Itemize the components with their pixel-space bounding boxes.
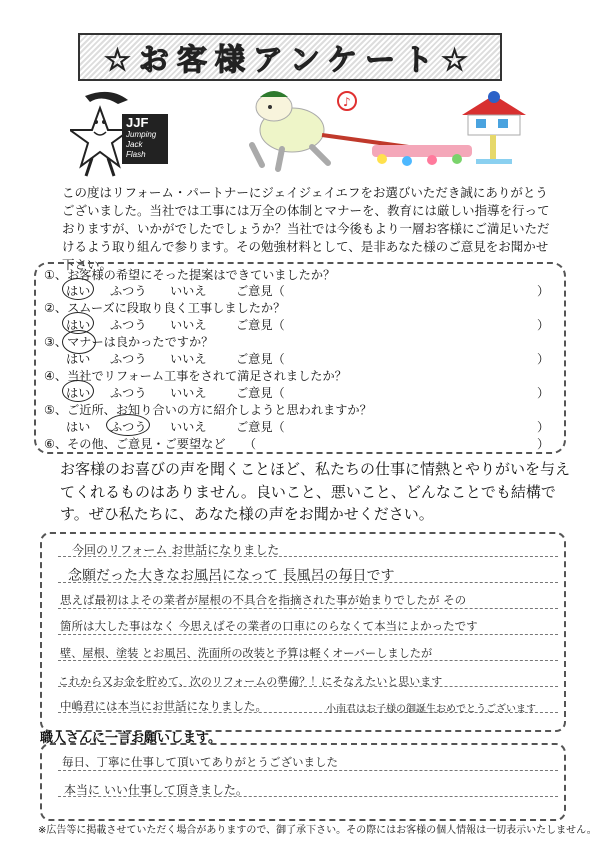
footer-note: ※広告等に掲載させていただく場合がありますので、御了承下さい。その際にはお客様の個人情報は一切表示いたしません。 (38, 825, 597, 836)
selected-circle (62, 330, 96, 354)
answer-no[interactable]: いいえ (170, 352, 207, 366)
question-5: ⑤、ご近所、お知り合いの方に紹介しようと思われますか？ (44, 403, 372, 417)
logo-text: Jack (126, 140, 143, 149)
answer-normal[interactable]: ふつう (110, 386, 147, 400)
answer-row-5 (66, 418, 285, 435)
question-6: ⑥、その他、ご意見・ご要望など （ (44, 437, 257, 451)
handwritten-line: 箇所は大した事はなく 今思えばその業者の口車にのらなくて本当によかったです (60, 619, 478, 633)
answer-no[interactable]: いいえ (170, 386, 207, 400)
paren-close: ） (537, 284, 550, 298)
answer-no[interactable]: いいえ (170, 420, 207, 434)
logo-text: Flash (126, 150, 146, 159)
paren-close: ） (537, 420, 550, 434)
answer-no[interactable]: いいえ (170, 318, 207, 332)
question-1: ①、お客様の希望にそった提案はできていましたか？ (44, 268, 336, 282)
answer-normal[interactable]: ふつう (110, 352, 147, 366)
answer-yes[interactable]: はい (66, 318, 91, 332)
answer-row-2 (66, 316, 285, 333)
rule-line (58, 634, 558, 635)
handwritten-line: 本当に いい仕事して頂きました。 (64, 783, 248, 797)
answer-row-3 (66, 350, 285, 367)
handwritten-line: 小南君はお子様の御誕生おめでとうございます (326, 704, 536, 715)
selected-circle (106, 414, 150, 436)
craftsman-heading: 職人さんに一言お願いします。 (40, 731, 221, 746)
answer-no[interactable]: いいえ (170, 284, 207, 298)
selected-circle (62, 380, 94, 402)
handwritten-line: 中嶋君には本当にお世話になりました。 (60, 699, 267, 713)
answer-opinion: ご意見（ (236, 352, 285, 366)
intro-paragraph: この度はリフォーム・パートナーにジェイジェイエフをお選びいただき誠にありがとうございました。当社では工事には万全の体制とマナーを、教育には厳しい指導を行っておりますが、いかがでしたでしょうか？当社では今後もより一層お客様にご満足いただけるよう取り組んで参ります。その勉強材料として、是非あなた様のご意見をお聞かせ下さい。 (62, 185, 550, 272)
dog-cart-house-illustration (232, 85, 548, 180)
answer-opinion: ご意見（ (236, 318, 285, 332)
illustration (232, 85, 548, 180)
logo-text: JJF (126, 115, 149, 130)
handwritten-line: これから又お金を貯めて、次のリフォームの準備？！にそなえたいと思います (58, 675, 443, 688)
answer-normal[interactable]: ふつう (110, 284, 147, 298)
question-3: ③、マナーは良かったですか？ (44, 335, 214, 349)
rule-line (58, 608, 558, 609)
message-paragraph: お客様のお喜びの声を聞くことほど、私たちの仕事に情熱とやりがいを与えてくれるものはありません。良いこと、悪いこと、どんなことでも結構です。ぜひ私たちに、あなた様の声をお聞かせください。 (60, 460, 571, 523)
answer-opinion: ご意見（ (236, 284, 285, 298)
selected-circle (62, 278, 94, 300)
jjf-logo (70, 88, 170, 182)
question-2: ②、スムーズに段取り良く工事しましたか？ (44, 301, 286, 315)
handwritten-line: 今回のリフォーム お世話になりました (72, 543, 280, 557)
answer-normal[interactable]: ふつう (110, 318, 147, 332)
question-4: ④、当社でリフォーム工事をされて満足されましたか？ (44, 369, 347, 383)
svg-text:♪: ♪ (343, 95, 351, 109)
answer-row-1 (66, 282, 285, 299)
answer-normal[interactable]: ふつう (110, 420, 147, 434)
paren-close: ） (537, 318, 550, 332)
logo-text: Jumping (126, 130, 157, 139)
handwritten-line: 思えば最初はよその業者が屋根の不具合を指摘された事が始まりでしたが その (60, 593, 467, 607)
answer-yes[interactable]: はい (66, 284, 91, 298)
handwritten-line: 念願だった大きなお風呂になって 長風呂の毎日です (68, 568, 395, 584)
title-banner (78, 33, 502, 81)
paren-close: ） (537, 386, 550, 400)
answer-yes[interactable]: はい (66, 386, 91, 400)
page-title: ☆お客様アンケート☆ (104, 43, 476, 78)
answer-row-4 (66, 384, 285, 401)
answer-yes[interactable]: はい (66, 420, 91, 434)
handwritten-line: 壁、屋根、塗装 とお風呂、洗面所の改装と予算は軽くオーバーしましたが (60, 647, 433, 660)
paren-close: ） (537, 352, 550, 366)
answer-opinion: ご意見（ (236, 386, 285, 400)
rule-line (58, 770, 558, 771)
handwritten-line: 毎日、丁寧に仕事して頂いてありがとうございました (62, 755, 338, 769)
answer-yes[interactable]: はい (66, 352, 91, 366)
answer-opinion: ご意見（ (236, 420, 285, 434)
paren-close: ） (537, 437, 550, 451)
